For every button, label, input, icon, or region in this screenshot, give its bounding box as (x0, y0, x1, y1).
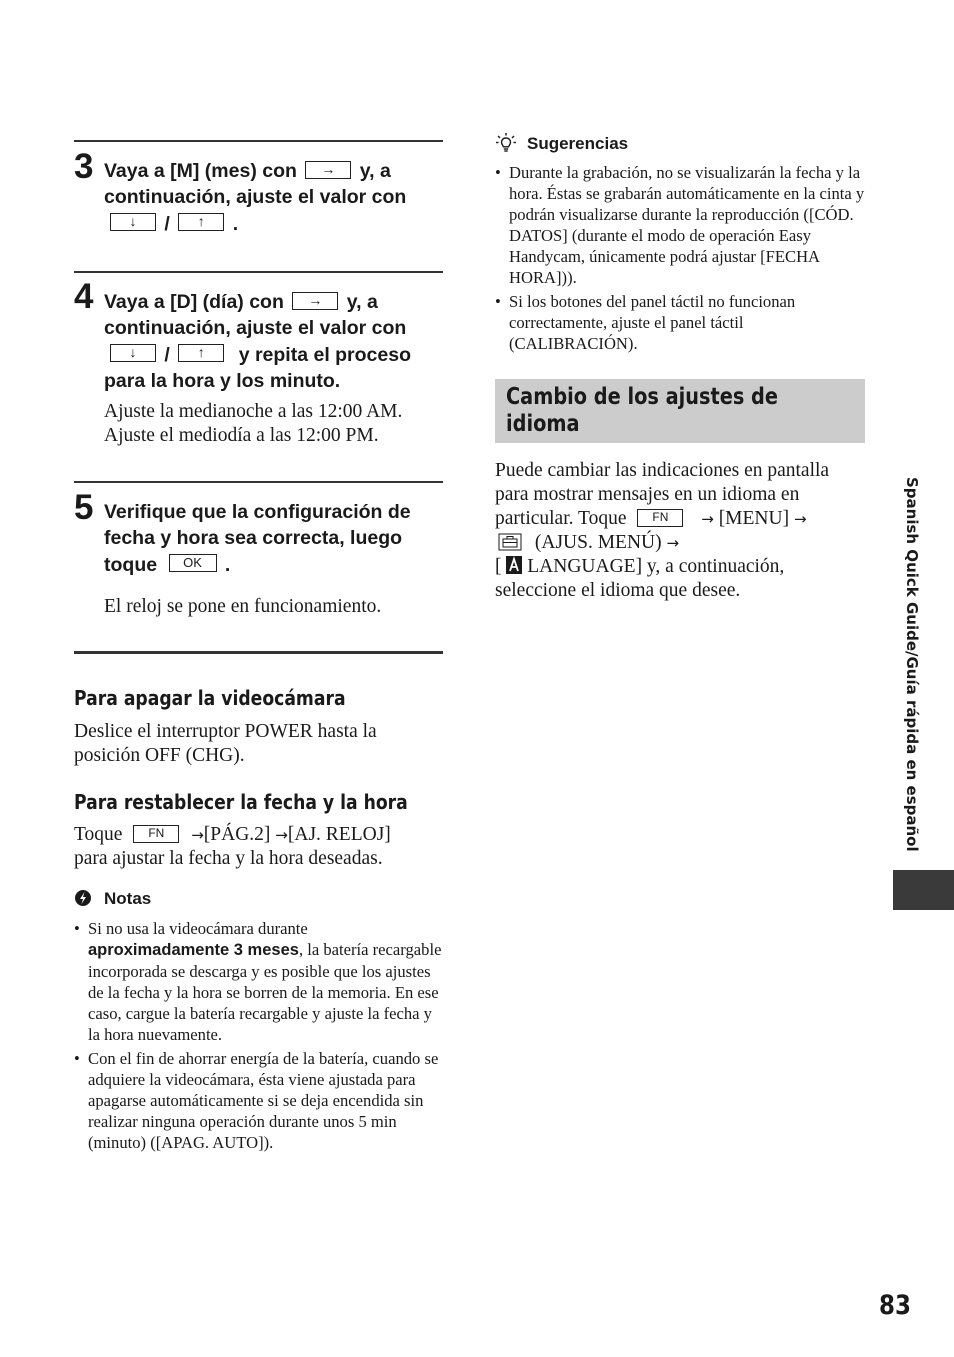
language-menu: [MENU] (718, 508, 790, 529)
fn-key-icon: FN (133, 825, 179, 843)
side-tab-text: Spanish Quick Guide/Guía rápida en español (903, 477, 921, 852)
notes-item (74, 918, 444, 1045)
down-arrow-key-icon: ↓ (110, 213, 156, 231)
tips-item: • Si los botones del panel táctil no funcionan correctamente, ajuste el panel táctil (CALIBRACIÓN). (495, 291, 865, 354)
step4-line3b: y repita el proceso (238, 343, 412, 366)
step3-period: . (232, 212, 239, 235)
arrow-right-icon: → (275, 826, 288, 844)
power-off-text: Deslice el interruptor POWER hasta la posición OFF (CHG). (74, 721, 377, 766)
tips-item: • Durante la grabación, no se visualizarán la fecha y la hora. Éstas se grabarán automáticamente en la cinta y podrán visualizarse durante la reproducción ([CÓD. DATOS] (durante el modo de operación Easy Handycam, únicamente podrá ajustar [FECHA HORA])). (495, 162, 865, 288)
reset-text-d: para ajustar la fecha y la hora deseadas. (74, 848, 383, 869)
arrow-right-icon: → (666, 534, 680, 552)
notes-item: • Con el fin de ahorrar energía de la batería, cuando se adquiere la videocámara, ésta viene ajustada para apagarse automáticamente si se deja encendida sin realizar ninguna operación durante unos 5 min (minuto) ([APAG. AUTO]). (74, 1048, 444, 1153)
tips-title: Sugerencias (527, 134, 629, 153)
notes-icon (74, 889, 92, 907)
reset-text (74, 823, 446, 871)
language-ajus: (AJUS. MENÚ) (534, 532, 662, 553)
page-number: 83 (879, 1290, 911, 1321)
language-text-a: Puede cambiar las indicaciones en pantalla para mostrar mensajes en un idioma en particular. Toque (495, 460, 830, 529)
notes-header (74, 889, 151, 909)
reset-heading: Para restablecer la fecha y la hora (74, 790, 408, 814)
step4-text (104, 289, 449, 394)
language-heading-band (495, 379, 865, 443)
right-arrow-key-icon: → (305, 161, 351, 179)
step5-rule (74, 481, 443, 483)
step3-number: 3 (74, 147, 94, 186)
notes-item1-b: , la batería recargable incorporada se descarga y es posible que los ajustes de la fecha y la hora se borren de la memoria. En ese caso, cargue la batería recargable y ajuste la fecha y la hora nuevamente. (88, 940, 442, 1044)
language-text-b: LANGUAGE] y, a continuación, seleccione el idioma que desee. (495, 556, 785, 601)
down-arrow-key-icon: ↓ (110, 344, 156, 362)
power-off-heading: Para apagar la videocámara (74, 686, 346, 710)
step5-line2: fecha y hora sea correcta, luego (104, 527, 403, 550)
step4-note-midnight: Ajuste la medianoche a las 12:00 AM. (104, 401, 403, 422)
language-text (495, 459, 865, 603)
section-rule (74, 651, 443, 654)
step4-notes (104, 400, 449, 448)
language-heading: Cambio de los ajustes de idioma (506, 384, 778, 437)
up-arrow-key-icon: ↑ (178, 344, 224, 362)
lightbulb-icon (495, 132, 517, 154)
arrow-right-icon: → (191, 826, 204, 844)
notes-item1-a: Si no usa la videocámara durante (88, 919, 308, 938)
step5-number: 5 (74, 488, 94, 527)
language-bracket: [ (495, 556, 502, 577)
toolbox-icon (498, 533, 522, 551)
step4-line1b: y, a (346, 291, 378, 313)
step3-line2: continuación, ajuste el valor con (104, 186, 407, 209)
tips-header (495, 132, 628, 154)
step5-line1: Verifique que la configuración de (104, 501, 411, 523)
tips-list (495, 162, 865, 354)
step4-rule (74, 271, 443, 273)
step4-line1a: Vaya a [D] (día) con (104, 291, 284, 313)
step3-line1a: Vaya a [M] (mes) con (104, 160, 297, 182)
notes-item1-bold: aproximadamente 3 meses (88, 941, 299, 959)
ok-key-icon: OK (169, 554, 217, 572)
reset-text-a: Toque (74, 824, 123, 845)
right-arrow-key-icon: → (292, 292, 338, 310)
arrow-right-icon: → (793, 510, 807, 528)
side-tab-label (899, 477, 921, 862)
reset-text-c: [AJ. RELOJ] (287, 824, 391, 845)
notes-title: Notas (104, 889, 152, 908)
up-arrow-key-icon: ↑ (178, 213, 224, 231)
notes-list (74, 918, 444, 1153)
step5-line3a: toque (104, 553, 158, 576)
step5-text (104, 499, 449, 578)
arrow-right-icon: → (701, 510, 714, 528)
fn-key-icon: FN (637, 509, 683, 527)
side-tab-block (893, 870, 954, 910)
language-a-icon (506, 556, 522, 574)
step3-text (104, 158, 449, 237)
reset-text-b: [PÁG.2] (203, 824, 271, 845)
step3-slash: / (164, 212, 170, 235)
step3-line1b: y, a (359, 160, 391, 182)
step4-number: 4 (74, 277, 94, 316)
step3-rule (74, 140, 443, 142)
step4-line2: continuación, ajuste el valor con (104, 317, 407, 340)
step4-slash: / (164, 343, 170, 366)
step4-note-noon: Ajuste el mediodía a las 12:00 PM. (104, 425, 379, 446)
step5-note: El reloj se pone en funcionamiento. (104, 596, 382, 617)
step5-period: . (224, 553, 231, 576)
step4-line4: para la hora y los minuto. (104, 369, 341, 392)
